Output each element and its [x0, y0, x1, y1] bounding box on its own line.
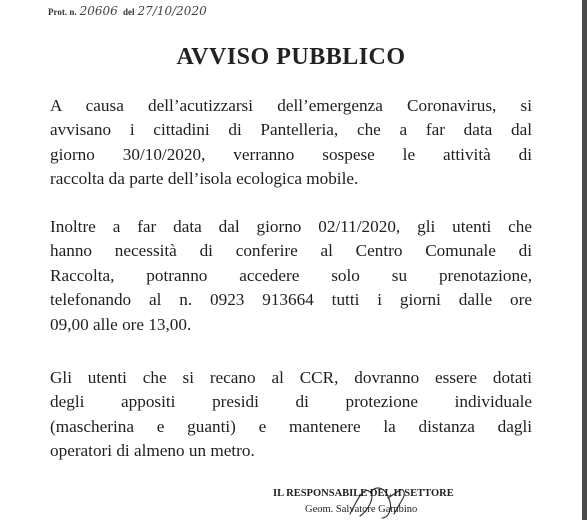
paragraph-line: Inoltre a far data dal giorno 02/11/2020, gli utenti che: [50, 217, 532, 236]
signature-role: IL RESPONSABILE DEL II SETTORE: [273, 488, 454, 499]
paragraph-line: telefonando al n. 0923 913664 tutti i giorni dalle ore: [50, 290, 532, 310]
protocol-date: 27/10/2020: [137, 4, 207, 18]
protocol-label: Prot. n.: [48, 7, 77, 17]
paragraph-line: raccolta da parte dell’isola ecologica mobile.: [50, 169, 359, 189]
paragraph-line: A causa dell’acutizzarsi dell’emergenza Coronavirus, si: [50, 96, 532, 115]
paragraph-line: giorno 30/10/2020, verranno sospese le attività di: [50, 144, 532, 164]
paragraph-1: [50, 94, 532, 192]
paragraph-2: [50, 215, 532, 337]
paragraph-line: (mascherina e guanti) e mantenere la distanza dagli: [50, 416, 532, 436]
paragraph-3: [50, 366, 532, 464]
paragraph-line: degli appositi presidi di protezione individuale: [50, 392, 532, 412]
signature-name: Geom. Salvatore Gambino: [305, 504, 418, 515]
paragraph-line: hanno necessità di conferire al Centro Comunale di: [50, 241, 532, 261]
protocol-number: 20606: [79, 4, 118, 18]
protocol-del-label: del: [123, 7, 135, 17]
viewer-edge: [582, 0, 587, 520]
paragraph-line: avvisano i cittadini di Pantelleria, che a far data dal: [50, 120, 532, 140]
paragraph-line: Gli utenti che si recano al CCR, dovranno essere dotati: [50, 368, 532, 387]
paragraph-line: 09,00 alle ore 13,00.: [50, 314, 192, 334]
protocol-line: [48, 4, 210, 18]
paragraph-line: Raccolta, potranno accedere solo su prenotazione,: [50, 265, 532, 285]
page-title: AVVISO PUBBLICO: [176, 44, 406, 70]
paragraph-line: operatori di almeno un metro.: [50, 441, 255, 461]
